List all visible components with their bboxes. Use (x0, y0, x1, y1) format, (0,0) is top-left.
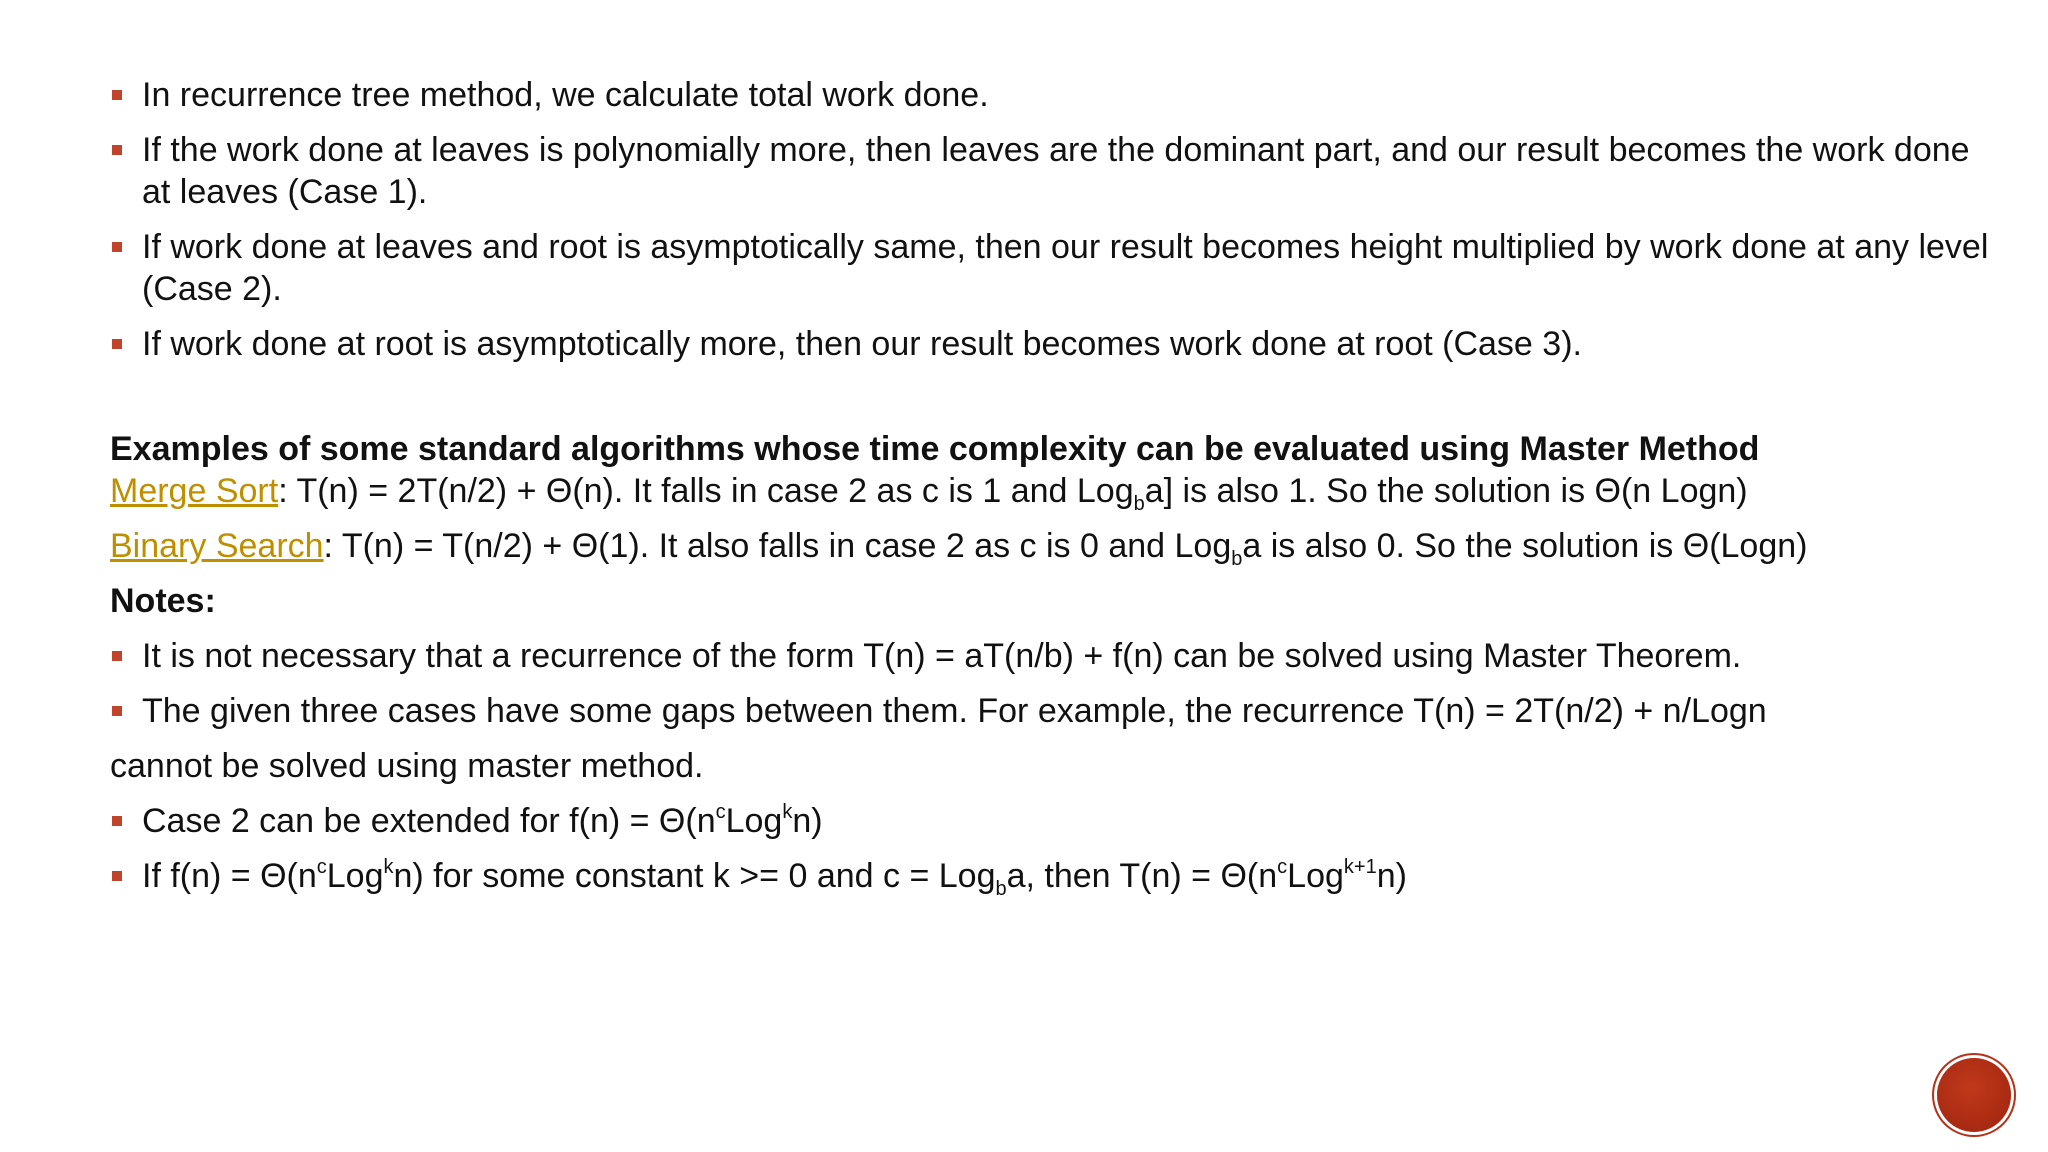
note4-b: Log (326, 857, 384, 895)
bullet-text: If work done at root is asymptotically more, then our result becomes work done at root (Case 3). (142, 325, 1582, 363)
note3-b: Log (725, 802, 783, 840)
bullet-item (110, 323, 1990, 365)
note4-sup1: c (316, 856, 327, 878)
binary-search-link[interactable]: Binary Search (110, 527, 324, 565)
note-item (110, 690, 1990, 732)
slide-nav-button[interactable] (1937, 1058, 2011, 1132)
note-item (110, 800, 1990, 842)
slide-content (110, 74, 1990, 910)
bullet-text: If work done at leaves and root is asymptotically same, then our result becomes height multiplied by work done at any level (Case 2). (142, 228, 1989, 308)
merge-sort-example (110, 470, 1990, 515)
note4-e: Log (1287, 857, 1344, 895)
note4-sub1: b (995, 878, 1007, 900)
note3-a: Case 2 can be extended for f(n) = Θ(n (142, 802, 716, 840)
square-bullet-icon (112, 339, 122, 349)
binary-search-text-b: a is also 0. So the solution is Θ(Logn) (1242, 527, 1808, 565)
note-text: The given three cases have some gaps between them. For example, the recurrence T(n) = 2T(n/2) + n/Logn (142, 692, 1767, 730)
note4-c: n) for some constant k >= 0 and c = Log (393, 857, 996, 895)
square-bullet-icon (112, 816, 122, 826)
note4-d: a, then T(n) = Θ(n (1006, 857, 1278, 895)
note4-a: If f(n) = Θ(n (142, 857, 317, 895)
square-bullet-icon (112, 242, 122, 252)
binary-search-text-a: : T(n) = T(n/2) + Θ(1). It also falls in case 2 as c is 0 and Log (323, 527, 1232, 565)
note3-c: n) (792, 802, 823, 840)
square-bullet-icon (112, 90, 122, 100)
note-item (110, 855, 1990, 900)
note3-sup2: k (782, 801, 793, 823)
binary-search-example (110, 525, 1990, 570)
note4-sup3: c (1277, 856, 1288, 878)
note3-sup1: c (715, 801, 726, 823)
bullet-text: In recurrence tree method, we calculate total work done. (142, 76, 989, 114)
note-continuation: cannot be solved using master method. (110, 747, 704, 785)
recurrence-tree-bullets (110, 74, 1990, 365)
binary-search-sub: b (1231, 548, 1243, 570)
square-bullet-icon (112, 706, 122, 716)
bullet-item (110, 226, 1990, 310)
merge-sort-text-a: : T(n) = 2T(n/2) + Θ(n). It falls in case 2 as c is 1 and Log (278, 472, 1134, 510)
notes-heading: Notes: (110, 582, 216, 620)
bullet-text: If the work done at leaves is polynomially more, then leaves are the dominant part, and our result becomes the work done at leaves (Case 1). (142, 131, 1970, 211)
merge-sort-sub: b (1133, 493, 1145, 515)
note4-sup2: k (383, 856, 394, 878)
bullet-item (110, 129, 1990, 213)
square-bullet-icon (112, 651, 122, 661)
examples-heading: Examples of some standard algorithms whose time complexity can be evaluated using Master Method (110, 430, 1760, 468)
notes-bullets-extended (110, 800, 1990, 900)
bullet-item (110, 74, 1990, 116)
merge-sort-link[interactable]: Merge Sort (110, 472, 279, 510)
square-bullet-icon (112, 871, 122, 881)
square-bullet-icon (112, 145, 122, 155)
notes-bullets (110, 635, 1990, 732)
note-item (110, 635, 1990, 677)
note4-f: n) (1376, 857, 1407, 895)
note-text: It is not necessary that a recurrence of the form T(n) = aT(n/b) + f(n) can be solved using Master Theorem. (142, 637, 1742, 675)
merge-sort-text-b: a] is also 1. So the solution is Θ(n Logn) (1144, 472, 1748, 510)
note4-sup4: k+1 (1343, 856, 1377, 878)
